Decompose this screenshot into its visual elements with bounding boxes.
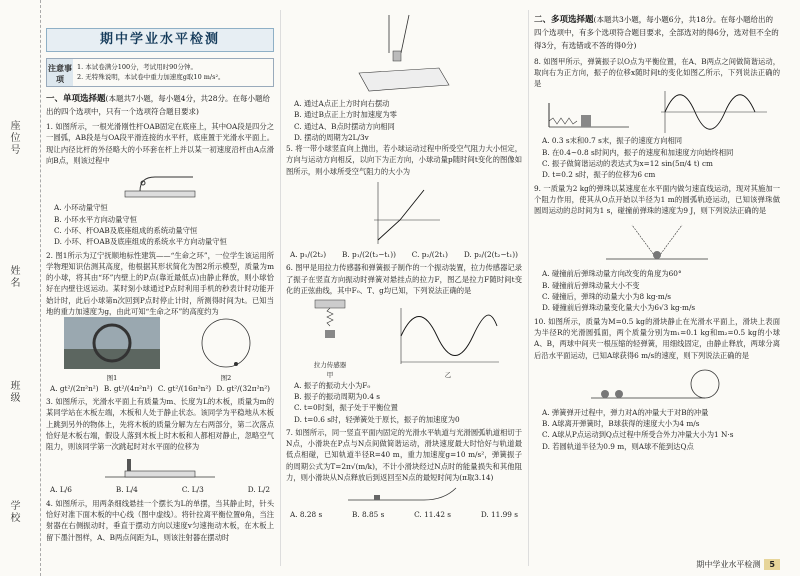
page-title: 期中学业水平检测 — [46, 28, 274, 52]
question-text: 10. 如图所示，质量为M=0.5 kg的滑块静止在光滑水平面上，滑块上表面为半径R的光滑圆弧面，两个质量分别为m₁=0.1 kg和m₂=0.5 kg的小球A、B，两球中间夹一根压缩的轻弹簧，用细线固定，由静止释放，两球分离后沿水平面运动，已知A球获得6 m/s的速度，则下列说法正确的是 — [534, 316, 780, 360]
option-c: C. A球从P点运动到Q点过程中所受合外力冲量大小为1 N·s — [542, 430, 734, 440]
force-graph — [393, 306, 503, 366]
ball-a — [601, 390, 609, 398]
question-10 — [534, 316, 780, 452]
option-c: C. 11.42 s — [414, 510, 452, 520]
option-d: D. 摆动的周期为2L/3v — [294, 132, 369, 142]
base-rect — [125, 191, 195, 197]
section-heading — [46, 93, 274, 119]
track-figure — [344, 486, 464, 506]
question-text: 8. 如图甲所示，弹簧振子以O点为平衡位置，在A、B两点之间做简谐运动，取向右为正方向，振子的位移x随时间t的变化如图乙所示，下列说法正确的是 — [534, 56, 780, 89]
figure-caption: 乙 — [444, 370, 452, 379]
option-d: D. 小环、杆OAB及底座组成的系统水平方向动量守恒 — [54, 237, 227, 247]
seat-label: 座位号 — [8, 120, 19, 156]
collision-figure — [602, 219, 712, 265]
displacement-graph — [651, 89, 771, 135]
section-instructions: (本题共7小题，每小题4分，共28分。在每小题给出的四个选项中，只有一个选项符合题目要求) — [46, 93, 271, 116]
column-divider — [280, 10, 281, 566]
option-a: A. 通过A点正上方时向右摆动 — [294, 99, 390, 108]
school-label: 学校 — [8, 500, 19, 524]
figure-1 — [64, 317, 160, 382]
ring-circle — [202, 319, 250, 367]
arc-track — [424, 488, 456, 500]
figure-caption: 甲 — [326, 370, 334, 379]
pendulum-figure — [349, 13, 459, 95]
loop-track-figure — [587, 364, 727, 404]
photo-ground — [64, 349, 160, 369]
ball-p — [234, 362, 238, 366]
photo-figure — [64, 317, 160, 369]
column-1 — [46, 10, 274, 545]
ring-model-figure — [196, 317, 256, 369]
binding-margin — [0, 0, 41, 576]
option-b: B. 小环水平方向动量守恒 — [54, 214, 137, 224]
option-b: B. A球离开弹簧时，B球获得的速度大小为4 m/s — [542, 419, 700, 429]
mass-block — [581, 115, 591, 127]
string-right — [401, 15, 409, 53]
class-label: 班级 — [8, 380, 19, 404]
page-footer — [696, 559, 780, 570]
option-c: C. 振子做简谐运动的表达式为x=12 sin(5π/4 t) cm — [542, 159, 713, 168]
options-row — [286, 509, 522, 520]
ball — [653, 251, 661, 259]
question-1 — [46, 121, 274, 247]
option-c: C. p₂/(2t₁) — [411, 250, 448, 260]
momentum-line — [378, 190, 424, 240]
page-number: 5 — [764, 559, 780, 570]
option-a: A. gt²/(2π²n²) — [50, 383, 99, 393]
options-row — [46, 484, 274, 495]
option-c: C. gt²/(16π²n²) — [157, 383, 212, 393]
option-c: C. 通过A、B点时摆动方向相同 — [294, 121, 395, 131]
option-a: A. 振子的振动大小为F₀ — [294, 380, 371, 390]
person-shape — [127, 459, 131, 471]
option-a: A. L/6 — [50, 485, 72, 495]
option-d: D. 若圆轨道半径为0.9 m，则A球不能到达Q点 — [542, 441, 694, 451]
section-title: 一、单项选择题 — [46, 93, 106, 104]
notice-box — [46, 58, 274, 87]
question-9 — [534, 183, 780, 314]
option-d: D. t=0.6 s时，轻弹簧处于原长，振子的加速度为0 — [294, 414, 460, 424]
column-3 — [534, 10, 780, 454]
figure-caption: 图2 — [220, 373, 232, 382]
board-rect — [125, 471, 195, 477]
board-plane — [359, 68, 449, 91]
question-text: 3. 如图所示，光滑水平面上有质量为m、长度为L的木板，质量为m的某同学站在木板左端，木板和人处于静止状态。该同学为平稳地从木板上跳到另外的物体上，先将木板的质量分解为左右两部分，第二次落点恰好是木板右端，假设人落到木板上时木板和人都相对静止，忽略空气阻力，则该同学第一次跳起时对水平面的位移为 — [46, 396, 274, 452]
options-row — [46, 383, 274, 394]
option-d: D. 碰撞前后弹珠动量变化量大小为6√3 kg·m/s — [542, 303, 696, 313]
question-text: 1. 如图所示，一根光滑刚性杆OAB固定在底座上，其中OA段是四分之一圆弧，AB段是与OA段平滑连接的水平杆，底座置于光滑水平面上。现让内径比杆的外径略大的小环套在杆上并以某一初速度沿杆由A点滑向B点，则该过程中 — [46, 122, 274, 166]
sensor-figure — [305, 296, 355, 356]
question-3 — [46, 396, 274, 496]
option-a: A. 碰撞前后弹珠动量方向改变的角度为60° — [542, 269, 682, 279]
figure-yi — [393, 306, 503, 379]
footer-title: 期中学业水平检测 — [696, 560, 761, 569]
section-title: 二、多项选择题 — [534, 15, 594, 25]
question-5 — [286, 143, 522, 260]
option-a: A. 小环动量守恒 — [54, 203, 108, 213]
notice-line: 1. 本试卷满分100分，考试用时90分钟。 — [77, 63, 197, 71]
question-4 — [46, 498, 274, 543]
option-c: C. 碰撞后，弹珠的动量大小为8 kg·m/s — [542, 292, 672, 302]
options-row — [286, 249, 522, 260]
question-6 — [286, 262, 522, 425]
column-divider — [528, 10, 529, 566]
option-a: A. 弹簧弹开过程中，弹力对A的冲量大于对B的冲量 — [542, 407, 709, 417]
momentum-graph — [364, 180, 444, 246]
question-text: 6. 图甲是用拉力传感器和弹簧振子制作的一个振动装置，拉力传感器记录了振子在竖直方向振动时弹簧对悬挂点的拉力F，图乙是拉力F随时间t变化的正弦曲线，其中F₀、T、g均已知，下列说法正确的是 — [286, 263, 522, 295]
figure-row — [534, 89, 780, 135]
notice-body — [73, 59, 273, 86]
option-d: D. 11.99 s — [480, 510, 518, 520]
option-b: B. L/4 — [115, 485, 138, 495]
mass-block — [325, 330, 335, 338]
figure-row — [46, 317, 274, 382]
option-b: B. 碰撞前后弹珠动量大小不变 — [542, 280, 640, 290]
option-d: D. gt²/(32π²n²) — [216, 383, 270, 393]
section-heading — [534, 14, 780, 54]
spring — [327, 308, 333, 326]
notice-line: 2. 无特殊说明，本试卷中重力加速度g取10 m/s²。 — [77, 73, 225, 82]
board-figure — [105, 455, 215, 481]
figure-2 — [196, 317, 256, 382]
option-a: A. p₁/(2t₂) — [290, 250, 327, 260]
option-c: C. 小环、杆OAB及底座组成的系统动量守恒 — [54, 225, 198, 235]
syringe — [393, 51, 401, 61]
option-a: A. 8.28 s — [290, 510, 323, 520]
question-text: 5. 将一带小球竖直向上抛出，若小球运动过程中所受空气阻力大小恒定，方向与运动方向相反，以向下为正方向，小球动量p随时间t变化的图像如图所示，则小球所受空气阻力的大小为 — [286, 144, 522, 176]
option-c: C. t=0时刻，振子处于平衡位置 — [294, 403, 398, 413]
option-d: D. L/2 — [247, 485, 270, 495]
question-2 — [46, 250, 274, 394]
figure-row — [286, 296, 522, 379]
question-text: 4. 如图所示，用两条细线悬挂一个摆长为L的单摆，当其静止时，针头恰好对准下面木板的中心线（图中虚线）。将针拉离平衡位置θ角，当注射器在右侧振动时，垂直于摆动方向以速度v匀速拖动木板，在木板上留下墨汁图样，A、B两点间距为L，则该注射器在摆动时 — [46, 498, 274, 542]
option-b: B. gt²/(4π²n²) — [103, 383, 153, 393]
option-b: B. 8.85 s — [352, 510, 385, 520]
slider-block — [374, 495, 380, 500]
spring-oscillator-figure — [543, 95, 633, 135]
option-b: B. p₁/(2(t₂−t₁)) — [342, 250, 396, 260]
force-curve — [401, 315, 497, 355]
question-text: 7. 如图所示，同一竖直平面内固定的光滑水平轨道与光滑圆弧轨道相切于N点，小滑块在P点与N点间做简谐运动，滑块速度最大时恰好与轨道最低点相碰，已知轨道半径R=40 m，重力加速度g=10 m/s²，弹簧振子的周期公式为T=2π√(m/k)，不计小滑块经过N点时的能量损失和其他阻力，则小滑块从N点释放后到返回至N点的最短时间为(π取3.14) — [286, 427, 522, 483]
figure-jia — [305, 296, 355, 379]
option-b: B. 通过B点正上方时加速度为零 — [294, 110, 397, 120]
option-b: B. 在0.4~0.8 s时间内，振子的速度和加速度方向始终相同 — [542, 147, 734, 157]
option-d: D. t=0.2 s时，振子的位移为6 cm — [542, 170, 656, 180]
question-text: 9. 一质量为2 kg的弹珠以某速度在水平面内做匀速直线运动，现对其施加一个阻力作用，使其从O点开始以半径为1 m的圆弧轨迹运动，已知该弹珠做圆周运动的总时间为1 s，碰撞前弹珠的速度为9 J，则下列说法正确的是 — [534, 183, 780, 216]
question-7 — [286, 427, 522, 521]
section-instructions: (本题共3小题，每小题6分，共18分。在每小题给出的四个选项中，有多个选项符合题目要求，全部选对的得6分，选对但不全的得3分，有选错或不答的得0分) — [534, 15, 779, 51]
option-b: B. 振子的振动周期为0.4 s — [294, 391, 381, 401]
column-2 — [286, 10, 522, 523]
question-text: 2. 图1所示为辽宁抚顺地标性建筑——“生命之环”，一位学生该运用所学物理知识估测其高度，他根据其形状简化为图2所示模型，质量为m的小球，将其由“环”内壁上的P点(靠近最低点)由静止释放，则小球恰好在内壁往返运动。某时刻小球通过P点时利用手机的秒表计时功能开始计时，此后小球第n次回到P点时停止计时，所测得时间为t。已知当地的重力加速度为g，由此可知“生命之环”的高度约为 — [46, 250, 274, 316]
loop-circle — [691, 370, 719, 398]
option-c: C. L/3 — [181, 485, 204, 495]
notice-label: 注意事项 — [47, 59, 73, 86]
ball-b — [615, 390, 623, 398]
name-label: 姓名 — [8, 265, 19, 289]
option-d: D. p₂/(2(t₂−t₁)) — [463, 250, 518, 260]
figure-caption: 图1 — [106, 373, 118, 382]
ring-track-figure — [115, 169, 205, 199]
sensor-box — [315, 300, 345, 308]
rod-path — [140, 177, 193, 191]
option-a: A. 0.3 s末和0.7 s末，振子的速度方向相同 — [542, 136, 683, 146]
spring — [549, 118, 577, 124]
sensor-caption: 拉力传感器 — [313, 360, 347, 369]
question-8 — [534, 56, 780, 181]
